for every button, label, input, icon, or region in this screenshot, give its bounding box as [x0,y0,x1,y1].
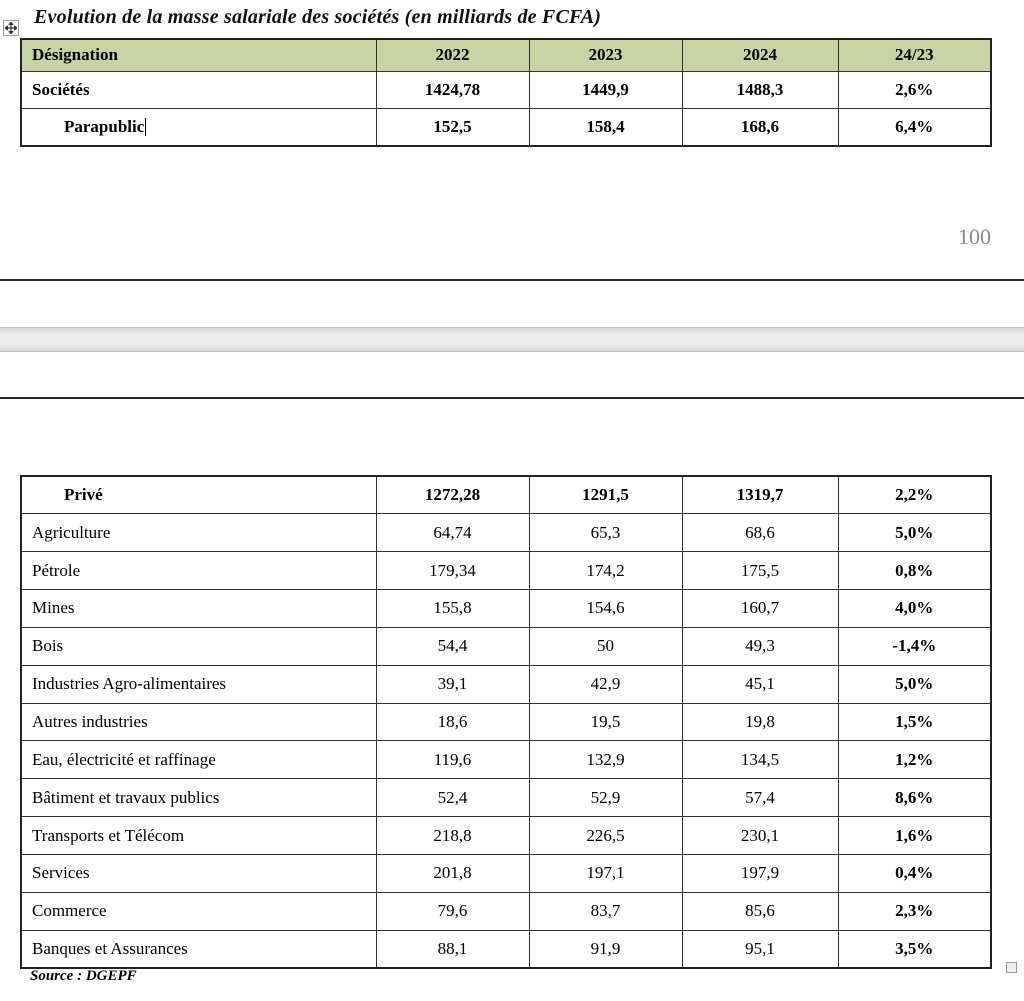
row-label[interactable]: Bâtiment et travaux publics [21,779,376,817]
cell-value[interactable]: 52,4 [376,779,529,817]
cell-value[interactable]: 179,34 [376,552,529,590]
cell-value[interactable]: 119,6 [376,741,529,779]
cell-value[interactable]: 68,6 [682,514,838,552]
table-row [21,930,991,968]
row-label[interactable]: Privé [21,476,376,514]
row-label[interactable]: Eau, électricité et raffinage [21,741,376,779]
cell-value[interactable]: 218,8 [376,817,529,855]
table-row [21,514,991,552]
table-row [21,892,991,930]
cell-value[interactable]: 154,6 [529,590,682,628]
cell-value[interactable]: 54,4 [376,627,529,665]
cell-value[interactable]: 95,1 [682,930,838,968]
table-row [21,627,991,665]
cell-value[interactable]: 201,8 [376,854,529,892]
cell-value[interactable]: 160,7 [682,590,838,628]
cell-value[interactable]: 65,3 [529,514,682,552]
header-2023[interactable]: 2023 [529,39,682,71]
cell-value[interactable]: 6,4% [838,109,991,147]
cell-value[interactable]: 4,0% [838,590,991,628]
cell-value[interactable]: 5,0% [838,665,991,703]
cell-value[interactable]: 230,1 [682,817,838,855]
cell-value[interactable]: 42,9 [529,665,682,703]
table-resize-handle[interactable] [1006,962,1017,973]
document-title[interactable]: Evolution de la masse salariale des sociétés (en milliards de FCFA) [34,6,602,28]
cell-value[interactable]: 39,1 [376,665,529,703]
cell-value[interactable]: 83,7 [529,892,682,930]
cell-value[interactable]: 2,3% [838,892,991,930]
table-row [21,779,991,817]
cell-value[interactable]: 2,6% [838,71,991,109]
page-bottom-edge [0,279,1024,281]
cell-value[interactable]: 57,4 [682,779,838,817]
table-row [21,817,991,855]
source-caption[interactable]: Source : DGEPF [30,968,137,984]
cell-value[interactable]: 1449,9 [529,71,682,109]
cell-value[interactable]: 1,6% [838,817,991,855]
cell-value[interactable]: 50 [529,627,682,665]
row-label[interactable]: Agriculture [21,514,376,552]
cell-value[interactable]: 158,4 [529,109,682,147]
cell-value[interactable]: 45,1 [682,665,838,703]
row-label[interactable]: Sociétés [21,71,376,109]
cell-value[interactable]: 1,2% [838,741,991,779]
row-label[interactable]: Transports et Télécom [21,817,376,855]
cell-value[interactable]: 168,6 [682,109,838,147]
row-label[interactable] [21,109,376,147]
row-label[interactable]: Services [21,854,376,892]
row-label[interactable]: Industries Agro-alimentaires [21,665,376,703]
row-label[interactable]: Autres industries [21,703,376,741]
cell-value[interactable]: 85,6 [682,892,838,930]
cell-value[interactable]: 19,5 [529,703,682,741]
cell-value[interactable]: 1291,5 [529,476,682,514]
cell-value[interactable]: 18,6 [376,703,529,741]
cell-value[interactable]: 155,8 [376,590,529,628]
cell-value[interactable]: 1488,3 [682,71,838,109]
cell-value[interactable]: 8,6% [838,779,991,817]
table-row [21,741,991,779]
header-2024[interactable]: 2024 [682,39,838,71]
cell-value[interactable]: 174,2 [529,552,682,590]
table-header-row [21,39,991,71]
cell-value[interactable]: 1272,28 [376,476,529,514]
row-label-text: Parapublic [64,117,145,136]
cell-value[interactable]: 19,8 [682,703,838,741]
row-label[interactable]: Bois [21,627,376,665]
cell-value[interactable]: 2,2% [838,476,991,514]
salary-table-continued [20,475,992,969]
row-label[interactable]: Commerce [21,892,376,930]
table-row [21,476,991,514]
table-row [21,665,991,703]
cell-value[interactable]: 1424,78 [376,71,529,109]
row-label[interactable]: Mines [21,590,376,628]
row-label[interactable]: Banques et Assurances [21,930,376,968]
cell-value[interactable]: 1319,7 [682,476,838,514]
cell-value[interactable]: 175,5 [682,552,838,590]
cell-value[interactable]: 0,8% [838,552,991,590]
cell-value[interactable]: 52,9 [529,779,682,817]
table-row [21,590,991,628]
table-row [21,703,991,741]
cell-value[interactable]: 132,9 [529,741,682,779]
cell-value[interactable]: 134,5 [682,741,838,779]
table-row [21,854,991,892]
cell-value[interactable]: 226,5 [529,817,682,855]
table-row [21,552,991,590]
cell-value[interactable]: 64,74 [376,514,529,552]
cell-value[interactable]: 0,4% [838,854,991,892]
cell-value[interactable]: 197,1 [529,854,682,892]
salary-table-top [20,38,992,147]
page-top-edge [0,397,1024,399]
cell-value[interactable]: 49,3 [682,627,838,665]
cell-value[interactable]: 88,1 [376,930,529,968]
cell-value[interactable]: 152,5 [376,109,529,147]
page-gap-strip[interactable] [0,327,1024,352]
page-number: 100 [958,224,991,249]
cell-value[interactable]: 1,5% [838,703,991,741]
text-cursor [145,118,146,136]
header-designation[interactable]: Désignation [21,39,376,71]
row-label[interactable]: Pétrole [21,552,376,590]
cell-value[interactable]: 197,9 [682,854,838,892]
cell-value[interactable]: 3,5% [838,930,991,968]
header-2022[interactable]: 2022 [376,39,529,71]
cell-value[interactable]: -1,4% [838,627,991,665]
cell-value[interactable]: 5,0% [838,514,991,552]
move-cross-icon [5,22,17,34]
cell-value[interactable]: 91,9 [529,930,682,968]
table-row [21,71,991,109]
header-24-23[interactable]: 24/23 [838,39,991,71]
cell-value[interactable]: 79,6 [376,892,529,930]
table-move-handle[interactable] [3,20,19,36]
table-row [21,109,991,147]
